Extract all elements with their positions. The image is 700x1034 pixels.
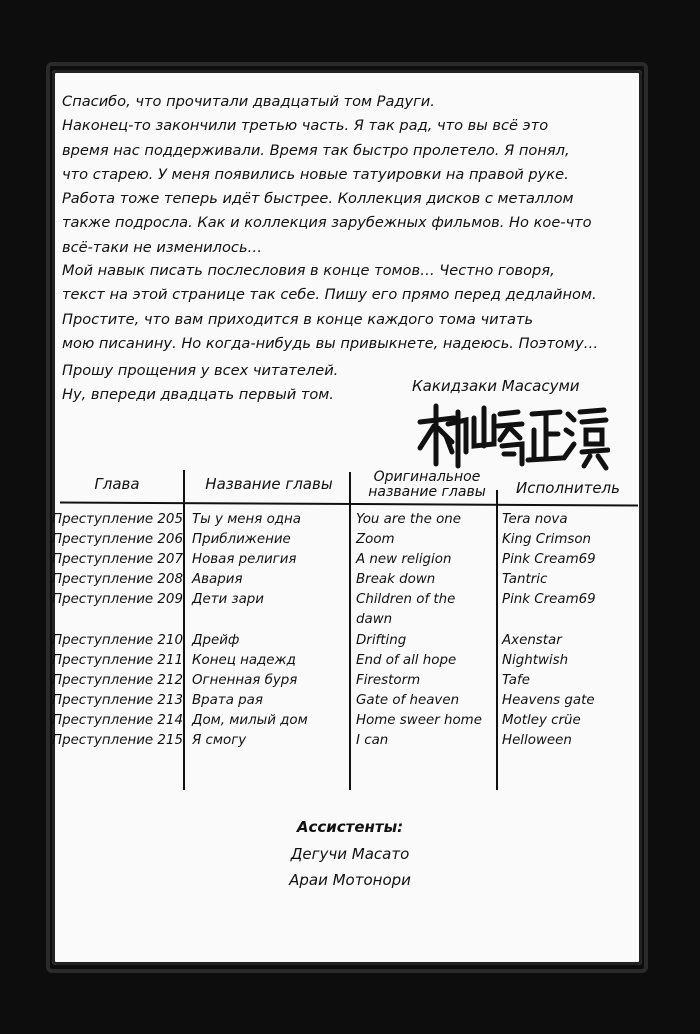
cell-artist: King Crimson [502,532,592,547]
cell-title: Новая религия [192,552,297,567]
text-line: Наконец-то закончили третью часть. Я так рад, что вы всё это [62,117,549,135]
cell-original-title: Drifting [356,633,407,648]
column-divider-2 [349,472,351,790]
cell-artist: Heavens gate [502,693,595,708]
cell-chapter: Преступление 212 [52,673,183,688]
column-header-title: Название главы [205,475,333,493]
column-header-artist: Исполнитель [516,479,620,497]
cell-original-title: Firestorm [356,673,421,688]
assistant-name: Араи Мотонори [289,871,411,889]
cell-artist: Pink Cream69 [502,592,596,607]
cell-chapter: Преступление 206 [52,532,183,547]
cell-original-title: Home sweer home [356,713,482,728]
cell-original-title: End of all hope [356,653,457,668]
cell-chapter: Преступление 208 [52,572,183,587]
cell-title: Я смогу [192,733,247,748]
cell-title: Авария [192,572,243,587]
afterword-paragraph-1 [62,90,642,260]
cell-original-title: Zoom [356,532,395,547]
column-divider-3 [496,490,498,790]
cell-artist: Motley crüe [502,713,581,728]
cell-title: Приближение [192,532,291,547]
cell-artist: Tantric [502,572,548,587]
cell-chapter: Преступление 209 [52,592,183,607]
text-line: также подросла. Как и коллекция зарубежных фильмов. Но кое-что [62,214,592,232]
text-line: Мой навык писать послесловия в конце томов… Честно говоря, [62,262,555,279]
text-line: Работа тоже теперь идёт быстрее. Коллекция дисков с металлом [62,190,574,208]
cell-original-title: Children of the [356,592,456,607]
cell-original-title: A new religion [356,552,452,567]
text-line: мою писанину. Но когда-нибудь вы привыкнете, надеюсь. Поэтому… [62,334,599,352]
author-name: Какидзаки Масасуми [412,377,580,395]
cell-chapter: Преступление 213 [52,693,183,708]
cell-chapter: Преступление 214 [52,713,183,728]
cell-title: Врата рая [192,693,263,708]
cell-chapter: Преступление 211 [52,653,183,668]
cell-chapter: Преступление 215 [52,733,183,748]
column-divider-1 [183,470,185,790]
column-header-original: Оригинальное название главы [368,469,486,500]
text-line: время нас поддерживали. Время так быстро пролетело. Я понял, [62,141,570,159]
text-line: Простите, что вам приходится в конце каждого тома читать [62,310,534,328]
cell-artist: Tera nova [502,512,568,527]
afterword-paragraph-2 [62,259,642,356]
cell-original-title: Gate of heaven [356,693,460,708]
text-line: Спасибо, что прочитали двадцатый том Радуги. [62,93,435,110]
cell-chapter: Преступление 205 [52,512,183,527]
cell-artist: Nightwish [502,653,569,668]
cell-original-title: Break down [356,572,436,587]
cell-artist: Helloween [502,733,572,748]
cell-artist: Tafe [502,673,530,688]
cell-original-title: I can [356,733,389,748]
cell-artist: Axenstar [502,633,562,648]
cell-chapter: Преступление 207 [52,552,183,567]
assistant-name: Дегучи Масато [290,845,410,863]
cell-title: Дети зари [192,592,264,607]
cell-title: Конец надежд [192,653,296,668]
text-line: Прошу прощения у всех читателей. [62,362,339,379]
cell-title: Огненная буря [192,673,298,688]
text-line: текст на этой странице так себе. Пишу его прямо перед дедлайном. [62,286,597,304]
assistants-heading: Ассистенты: [296,818,404,836]
cell-title: Ты у меня одна [192,512,302,527]
cell-artist: Pink Cream69 [502,552,596,567]
column-header-chapter: Глава [94,475,140,493]
cell-title: Дом, милый дом [192,713,308,728]
cell-title: Дрейф [192,633,240,648]
cell-original-title: dawn [356,612,393,627]
cell-original-title: You are the one [356,512,461,527]
text-line: всё-таки не изменилось… [62,238,263,256]
text-line: что старею. У меня появились новые татуировки на правой руке. [62,165,569,183]
author-signature-kanji [414,400,610,474]
text-line: Ну, впереди двадцать первый том. [62,386,334,404]
cell-chapter: Преступление 210 [52,633,183,648]
